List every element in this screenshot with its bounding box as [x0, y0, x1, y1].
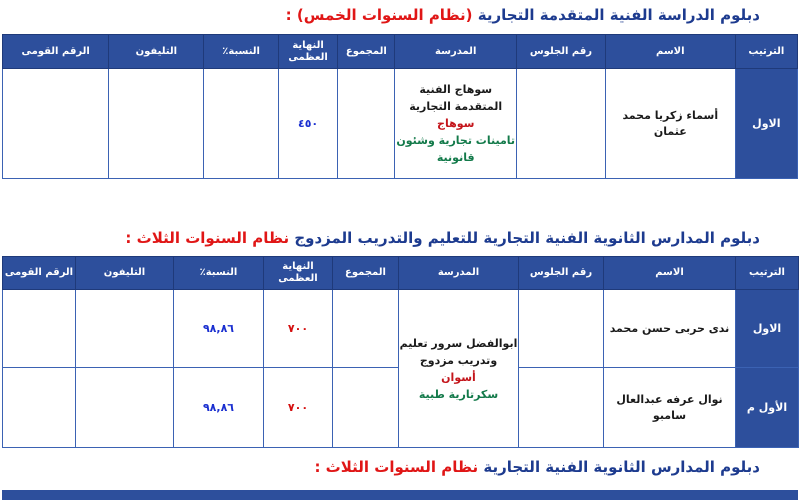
phone-cell [109, 69, 204, 179]
section2-title-colon: : [125, 229, 132, 247]
name-cell: أسماء زكريا محمد عثمان [605, 69, 735, 179]
total-cell [338, 69, 395, 179]
max-cell: ٧٠٠ [264, 290, 333, 368]
header-name: الاسم [605, 35, 735, 69]
rank-cell: الأول م [736, 368, 799, 448]
section1-header-row [3, 35, 798, 69]
school-specialty: تامينات تجارية وشئون قانونية [396, 134, 516, 164]
section2-title-system: نظام السنوات الثلاث [136, 229, 290, 247]
total-cell [333, 290, 399, 368]
percent-cell: ٩٨,٨٦ [174, 368, 264, 448]
school-city: أسوان [441, 370, 476, 384]
section1-title-colon: : [285, 6, 292, 24]
table-row [3, 69, 798, 179]
seat-cell [517, 69, 606, 179]
national-id-cell [3, 290, 76, 368]
header-rank: الترتيب [735, 35, 797, 69]
header-total: المجموع [333, 257, 399, 290]
header-seat: رقم الجلوس [517, 35, 606, 69]
header-phone: التليفون [109, 35, 204, 69]
header-name: الاسم [604, 257, 736, 290]
header-school: المدرسة [395, 35, 517, 69]
phone-cell [76, 368, 174, 448]
header-percent: النسبة٪ [204, 35, 279, 69]
seat-cell [519, 290, 604, 368]
rank-cell: الاول [735, 69, 797, 179]
seat-cell [519, 368, 604, 448]
section3-table-header [2, 490, 798, 500]
section3-title-colon: : [314, 458, 321, 476]
max-cell: ٧٠٠ [264, 368, 333, 448]
max-cell: ٤٥٠ [278, 69, 337, 179]
section2-title [125, 229, 760, 247]
section1-title-main: دبلوم الدراسة الفنية المتقدمة التجارية [477, 6, 760, 24]
national-id-cell [3, 368, 76, 448]
section1-title [286, 6, 760, 24]
header-phone: التليفون [76, 257, 174, 290]
header-national-id: الرقم القومى [3, 257, 76, 290]
table-row [3, 290, 799, 368]
section2-title-main: دبلوم المدارس الثانوية الفنية التجارية للتعليم والتدريب المزدوج [294, 229, 760, 247]
school-specialty: سكرتارية طبية [418, 387, 499, 401]
header-seat: رقم الجلوس [519, 257, 604, 290]
section3-title-main: دبلوم المدارس الثانوية الفنية التجارية [483, 458, 760, 476]
section2-header-row [3, 257, 799, 290]
name-cell: نوال عرفه عبدالعال سامبو [604, 368, 736, 448]
percent-cell [204, 69, 279, 179]
section3-title-system: نظام السنوات الثلاث [325, 458, 479, 476]
phone-cell [76, 290, 174, 368]
section1-table [2, 34, 798, 179]
section3-title [314, 458, 760, 476]
school-name: ابوالفضل سرور تعليم وتدريب مزدوج [399, 336, 518, 367]
school-city: سوهاج [437, 117, 475, 130]
total-cell [333, 368, 399, 448]
header-max: النهاية العظمى [264, 257, 333, 290]
name-cell: ندى حربى حسن محمد [604, 290, 736, 368]
school-cell [399, 290, 519, 448]
school-name: سوهاج الفنية المتقدمة التجارية [409, 83, 503, 113]
header-percent: النسبة٪ [174, 257, 264, 290]
national-id-cell [3, 69, 109, 179]
section2-table [2, 256, 799, 448]
header-national-id: الرقم القومى [3, 35, 109, 69]
header-rank: الترتيب [736, 257, 799, 290]
school-cell [395, 69, 517, 179]
rank-cell: الاول [736, 290, 799, 368]
percent-cell: ٩٨,٨٦ [174, 290, 264, 368]
header-max: النهاية العظمى [278, 35, 337, 69]
section1-title-system: (نظام السنوات الخمس) [296, 6, 473, 24]
header-school: المدرسة [399, 257, 519, 290]
header-total: المجموع [338, 35, 395, 69]
